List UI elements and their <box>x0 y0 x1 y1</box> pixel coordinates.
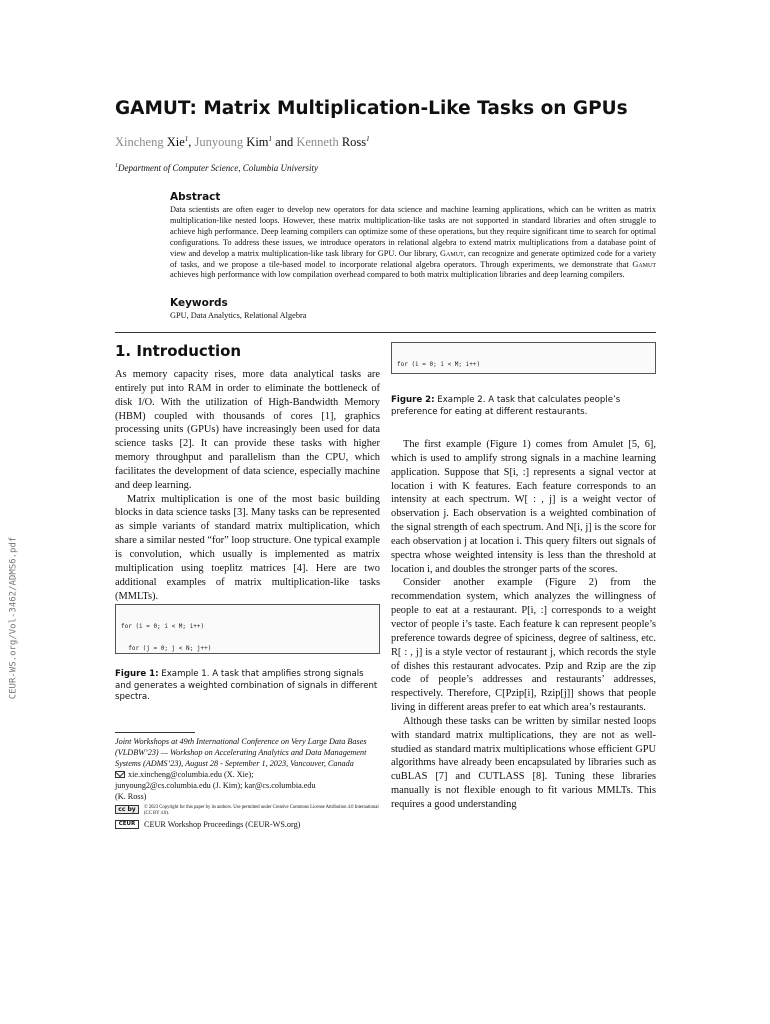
abstract-text: achieves high performance with low compilation overhead compared to both matrix multiplication libraries and deep learning compilers. <box>170 270 625 280</box>
figure-1-caption <box>115 669 380 704</box>
side-identifier-text: CEUR-WS.org/Vol-3462/ADMS6.pdf <box>8 536 18 700</box>
email-line <box>115 769 383 780</box>
author-last-name: Ross <box>341 135 367 150</box>
code-line: for (j = 0; j < N; j++) <box>121 645 212 653</box>
venue-note: Joint Workshops at 49th International Conference on Very Large Data Bases (VLDBW’23) — Workshop on Accelerating Analytics and Data Management Systems (ADMS’23), August 28 - September 1, 2023, Vancouver, Canada <box>115 737 367 768</box>
keywords-body: GPU, Data Analytics, Relational Algebra <box>170 311 307 320</box>
author-affiliation-mark: 1 <box>366 135 370 143</box>
author-affiliation-mark: 1 <box>184 135 189 143</box>
intro-column-left <box>115 368 380 603</box>
author-separator: and <box>272 135 297 150</box>
figure-2-caption <box>391 395 656 418</box>
author-first-name: Xincheng <box>115 135 164 150</box>
figure-caption-text: Example 1. A task that amplifies strong signals and generates a weighted combination of signals in different spectra. <box>115 669 378 703</box>
abstract-heading: Abstract <box>170 191 221 203</box>
header-divider <box>115 332 656 333</box>
figure-label: Figure 2: <box>391 395 435 405</box>
author-last-name: Xie <box>166 135 185 150</box>
paper-title: GAMUT: Matrix Multiplication-Like Tasks on GPUs <box>115 98 628 119</box>
section-number: 1. <box>115 342 132 360</box>
body-paragraph: The first example (Figure 1) comes from Amulet [5, 6], which is used to amplify strong signals in a machine learning application. Suppose that S[i, :] represents a signal vector at location i with K features. Each feature corresponds to an intensity at each spectrum. W[ : , j] is a weight vector of observation j. Each observation is a weighted combination of the signal strength of each spectrum. And N[i, j] is the score for each observation j at location i. This query filters out signals of spectra whose weighted intensity is less than the threshold at location i, and doubles the stronger parts of the scores. <box>391 439 656 575</box>
section-title: Introduction <box>136 342 242 360</box>
intro-paragraph: As memory capacity rises, more data analytical tasks are entirely put into RAM in order to eliminate the bottleneck of disk I/O. With the utilization of High-Bandwidth Memory (HBM) coupled with thousands of cores [1], graphics processing units (GPUs) have increasingly been used for data science tasks [2]. It can provide these tasks with higher memory throughput and parallelism than the CPU, which facilitates the development of data science, especially machine and deep learning. <box>115 369 380 491</box>
intro-paragraph: Matrix multiplication is one of the most basic building blocks in data science tasks [3]. Many tasks can be represented as simple variants of standard matrix multiplication, which share a similar nested “for” loop structure. One typical example is convolution, which usually is implemented as matrix multiplication using toeplitz matrices [4]. Here are two additional examples of matrix multiplication-like tasks (MMLTs). <box>115 493 380 602</box>
affiliation <box>115 163 318 173</box>
footnote-divider <box>115 732 195 733</box>
author-separator: , <box>188 135 195 150</box>
abstract-text: Data scientists are often eager to develop new operators for data science and machine learning applications, which can be written as matrix multiplication-like nested loops. However, these matrix multiplication-like tasks are not supported in standard libraries and often struggle to achieve high performance. Deep learning compilers can optimize some of these operations, but they require significant time to search for optimal configurations. To address these issues, we introduce operators in relational algebra to extend matrix multiplications from a database point of view and develop a matrix multiplication-like task library for GPU. Our library, <box>170 205 656 258</box>
figure-caption-text: Example 2. A task that calculates people’s preference for eating at different restaurants. <box>391 395 621 417</box>
email-line: (K. Ross) <box>115 792 147 801</box>
code-line: for (i = 0; i < M; i++) <box>397 360 481 368</box>
author-list <box>115 135 370 150</box>
intro-column-right <box>391 438 656 812</box>
section-heading <box>115 342 241 360</box>
body-paragraph: Consider another example (Figure 2) from the recommendation system, which analyzes the willingness of people to eat at a restaurant. P[i, :] corresponds to a weight vector of people i’s taste. Each feature k can represent people’s preference towards degree of spiciness, degree of saltiness, etc. R[ : , j] is a style vector of restaurant j, which records the style of dishes this restaurant advocates. Pzip and Rzip are the zip code of people’s addresses and restaurants’ addresses, respectively. Therefore, C[Pzip[i], Rzip[j]] shows that people living in different areas prefer to eat which area’s restaurants. <box>391 577 656 714</box>
author-first-name: Junyoung <box>194 135 244 150</box>
author-last-name: Kim <box>246 135 269 150</box>
email-line[interactable]: junyoung2@cs.columbia.edu (J. Kim); kar@cs.columbia.edu <box>115 781 316 790</box>
figure-label: Figure 1: <box>115 669 159 679</box>
abstract-body <box>170 205 656 281</box>
email-text[interactable]: xie.xincheng@columbia.edu (X. Xie); <box>128 770 254 779</box>
code-listing-2 <box>391 342 656 374</box>
library-name: Gamut <box>632 259 656 269</box>
code-line: for (i = 0; i < M; i++) <box>121 622 205 630</box>
library-name: Gamut <box>440 248 464 258</box>
affiliation-text: Department of Computer Science, Columbia University <box>118 163 318 173</box>
proceedings-text[interactable]: CEUR Workshop Proceedings (CEUR-WS.org) <box>144 819 301 829</box>
envelope-icon <box>115 771 125 778</box>
proceedings-row <box>115 818 300 830</box>
author-first-name: Kenneth <box>296 135 339 150</box>
side-identifier <box>6 536 20 700</box>
license-text: © 2023 Copyright for this paper by its authors. Use permitted under Creative Commons License Attribution 4.0 International (CC BY 4.0). <box>144 805 379 816</box>
cc-license-icon: cc by <box>115 805 139 814</box>
ceur-logo-icon: CEUR <box>115 820 139 829</box>
abstract-text: , can recognize and generate optimized code for a variety of tasks, and we propose a tile-based model to incorporate relational algebra operators. Through experiments, we demonstrate that <box>170 248 656 269</box>
footnotes <box>115 736 383 802</box>
affiliation-mark: 1 <box>115 163 118 169</box>
body-paragraph: Although these tasks can be written by similar nested loops with standard matrix multiplications, they are not as well-studied as standard matrix multiplications whose efficient GPU algorithms have already been encapsulated by libraries such as cuBLAS [7] and CUTLASS [8]. Tuning these libraries manually is not flexible enough to fit various MMLTs. This requires a good understanding <box>391 715 656 810</box>
code-listing-1 <box>115 604 380 654</box>
author-affiliation-mark: 1 <box>268 135 273 143</box>
license-row <box>115 805 383 817</box>
keywords-heading: Keywords <box>170 297 228 309</box>
